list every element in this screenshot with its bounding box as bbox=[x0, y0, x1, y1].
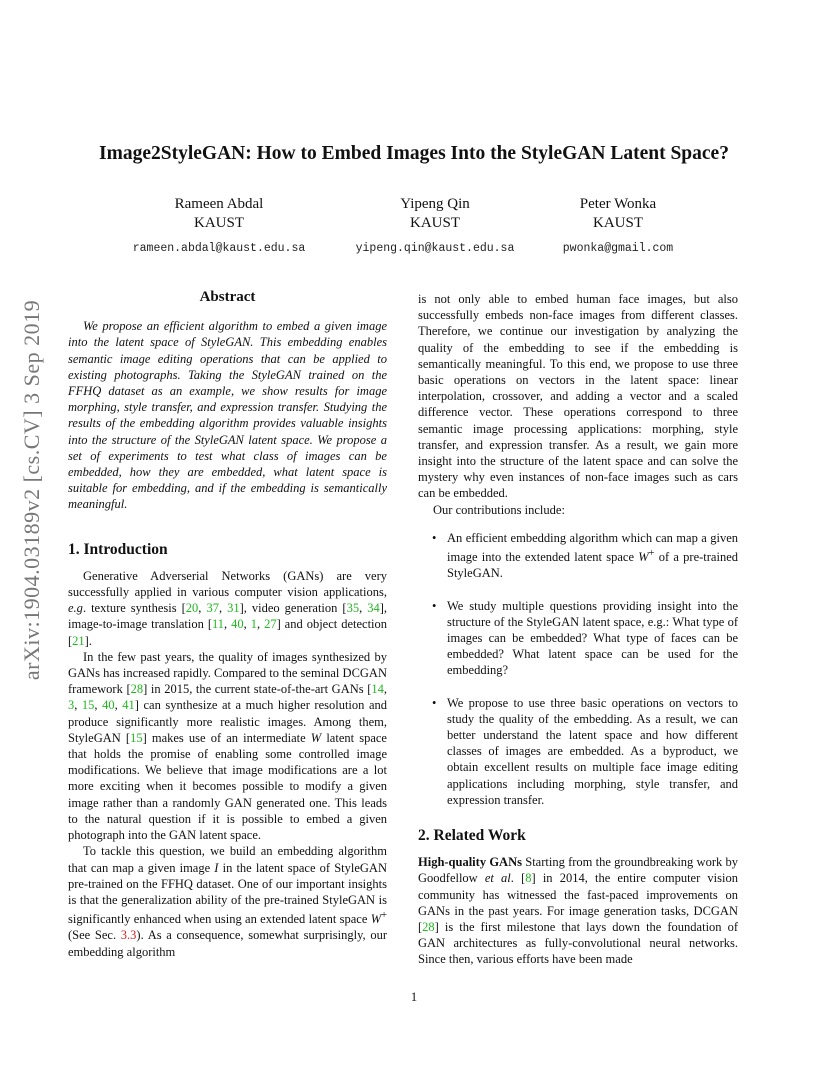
contributions-intro: Our contributions include: bbox=[433, 502, 565, 517]
author-name: Rameen Abdal bbox=[174, 196, 264, 212]
author-1 bbox=[119, 195, 319, 258]
left-column bbox=[68, 289, 387, 960]
intro-paragraph-2: In the few past years, the quality of images synthesized by GANs has increased rapidly. Compared to the seminal DCGAN framework [28] in 2015, the current state-of-the-art GANs [14, 3, 15, 40, 41] can synthesize at a much higher resolution and produce significantly more realistic images. Among them, StyleGAN [15] makes use of an intermediate W latent space that holds the promise of enabling some controlled image modifications. We believe that image modifications are a lot more exciting when it becomes possible to modify a given image rather than a randomly GAN generated one. This leads to the natural question if it is possible to embed a given photograph into the GAN latent space. bbox=[68, 649, 388, 843]
author-email[interactable]: yipeng.qin@kaust.edu.sa bbox=[355, 242, 515, 255]
intro-paragraph-3: To tackle this question, we build an embedding algorithm that can map a given image I in the latent space of StyleGAN pre-trained on the FFHQ dataset. One of our important insights is that the generalization ability of the pre-trained StyleGAN is significantly enhanced when using an extended latent space W+ (See Sec. 3.3). As a consequence, somewhat surprisingly, our embedding algorithm bbox=[68, 844, 387, 959]
citation[interactable]: 15 bbox=[130, 730, 143, 745]
author-3 bbox=[518, 195, 718, 258]
author-email[interactable]: rameen.abdal@kaust.edu.sa bbox=[132, 242, 306, 255]
arxiv-stamp: arXiv:1904.03189v2 [cs.CV] 3 Sep 2019 bbox=[19, 299, 44, 681]
list-item: • An efficient embedding algorithm which can map a given image into the extended latent space W+ of a pre-trained StyleGAN. bbox=[447, 530, 738, 582]
page-number: 1 bbox=[410, 990, 418, 1004]
author-2 bbox=[335, 195, 535, 258]
author-name: Yipeng Qin bbox=[400, 196, 470, 212]
contributions-list bbox=[418, 530, 738, 808]
citation[interactable]: 15 bbox=[81, 698, 95, 713]
citation[interactable]: 3 bbox=[68, 698, 75, 713]
citation[interactable]: 37 bbox=[206, 601, 219, 616]
citation[interactable]: 11 bbox=[211, 617, 225, 632]
abstract-text: We propose an efficient algorithm to embed a given image into the latent space of StyleGAN. This embedding enables semantic image editing operations that can be applied to existing photographs. Taking the StyleGAN trained on the FFHQ dataset as an example, we show results for image morphing, style transfer, and expression transfer. Studying the results of the embedding algorithm provides valuable insights into the structure of the StyleGAN latent space. We propose a set of experiments to test what class of images can be embedded, how they are embedded, what latent space is suitable for embedding, and if the embedding is semantically meaningful. bbox=[68, 319, 387, 512]
author-affiliation: KAUST bbox=[409, 215, 460, 231]
intro-paragraph-1: Generative Adverserial Networks (GANs) are very successfully applied in various computer vision applications, e.g. texture synthesis [20, 37, 31], video generation [35, 34], image-to-image translation [11, 40, 1, 27] and object detection [21]. bbox=[68, 568, 388, 648]
citation[interactable]: 28 bbox=[130, 682, 144, 697]
citation[interactable]: 20 bbox=[185, 601, 199, 616]
author-name: Peter Wonka bbox=[579, 196, 657, 212]
list-item: • We study multiple questions providing insight into the structure of the StyleGAN latent space, e.g.: What type of images can be embedded? What type of faces can be embedded? What latent space can be used for the embedding? bbox=[447, 598, 738, 679]
citation[interactable]: 34 bbox=[367, 601, 380, 616]
related-work-heading: 2. Related Work bbox=[418, 827, 526, 845]
paper-title: Image2StyleGAN: How to Embed Images Into the StyleGAN Latent Space? bbox=[99, 143, 729, 164]
citation[interactable]: 41 bbox=[122, 698, 135, 713]
citation[interactable]: 28 bbox=[422, 920, 435, 935]
citation[interactable]: 14 bbox=[371, 682, 384, 697]
citation[interactable]: 21 bbox=[72, 633, 85, 648]
abstract-heading: Abstract bbox=[199, 289, 256, 305]
citation[interactable]: 35 bbox=[346, 601, 360, 616]
citation[interactable]: 27 bbox=[264, 617, 277, 632]
related-work-paragraph: High-quality GANs Starting from the groundbreaking work by Goodfellow et al. [8] in 2014, the entire computer vision community has witnessed the fast-paced improvements on GANs in the past years. For image generation tasks, DCGAN [28] is the first milestone that lays down the foundation of GAN architectures as fully-convolutional neural networks. Since then, various efforts have been made bbox=[418, 855, 739, 967]
intro-heading: 1. Introduction bbox=[68, 540, 168, 558]
citation[interactable]: 40 bbox=[231, 617, 244, 632]
author-affiliation: KAUST bbox=[592, 215, 643, 231]
list-item: • We propose to use three basic operations on vectors to study the quality of the embedding. As a result, we can better understand the latent space and how different classes of images are embedded. As a byproduct, we obtain excellent results on multiple face image editing applications including morphing, style transfer, and expression transfer. bbox=[447, 695, 738, 808]
section-reference[interactable]: 3.3 bbox=[120, 928, 137, 943]
citation[interactable]: 31 bbox=[227, 601, 240, 616]
author-email[interactable]: pwonka@gmail.com bbox=[562, 242, 674, 255]
citation[interactable]: 1 bbox=[250, 617, 257, 632]
author-affiliation: KAUST bbox=[193, 215, 244, 231]
citation[interactable]: 8 bbox=[525, 871, 532, 886]
citation[interactable]: 40 bbox=[102, 698, 115, 713]
right-column bbox=[418, 291, 738, 968]
intro-continued: is not only able to embed human face images, but also successfully embeds non-face images from different classes. Therefore, we continue our investigation by analyzing the quality of the embedding to see if the embedding is semantically meaningful. To this end, we propose to use three basic operations on vectors in the latent space: linear interpolation, crossover, and adding a vector and a scaled difference vector. These operations correspond to three semantic image processing applications: morphing, style transfer, and expression transfer. As a result, we gain more insight into the structure of the latent space and can solve the mystery why even instances of non-face images such as cars can be embedded. bbox=[418, 292, 738, 501]
